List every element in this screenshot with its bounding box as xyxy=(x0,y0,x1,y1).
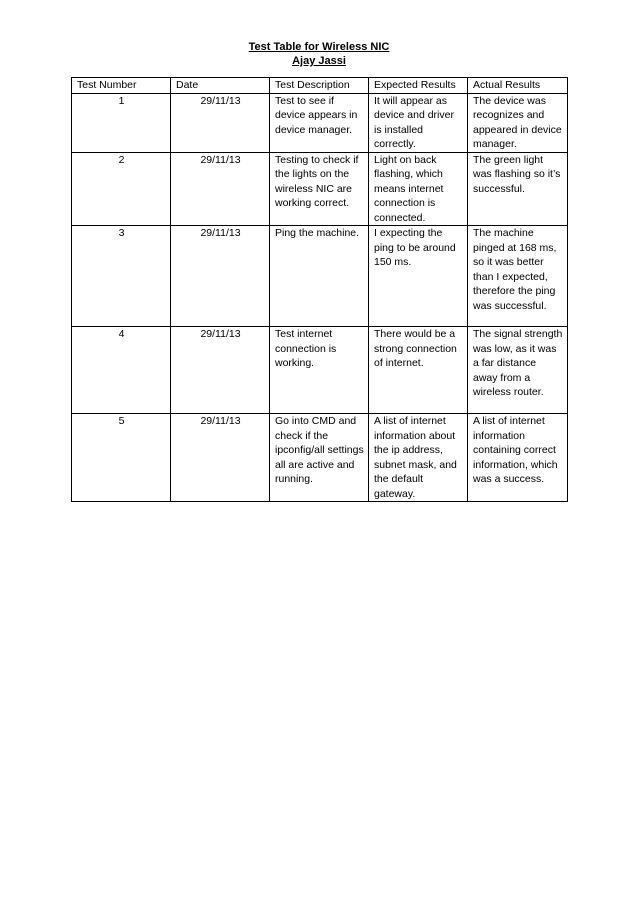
test-number-cell: 3 xyxy=(72,226,171,327)
date-cell: 29/11/13 xyxy=(171,93,270,152)
test-table xyxy=(71,77,568,502)
expected-cell: It will appear as device and driver is installed correctly. xyxy=(369,93,468,152)
expected-cell: Light on back flashing, which means internet connection is connected. xyxy=(369,152,468,226)
header-actual-results: Actual Results xyxy=(468,78,568,94)
table-row xyxy=(72,414,568,502)
actual-cell: The signal strength was low, as it was a far distance away from a wireless router. xyxy=(468,327,568,414)
description-cell: Test internet connection is working. xyxy=(270,327,369,414)
header-test-number: Test Number xyxy=(72,78,171,94)
header-test-description: Test Description xyxy=(270,78,369,94)
test-number-cell: 2 xyxy=(72,152,171,226)
date-cell: 29/11/13 xyxy=(171,152,270,226)
description-cell: Testing to check if the lights on the wireless NIC are working correct. xyxy=(270,152,369,226)
test-number-cell: 4 xyxy=(72,327,171,414)
header-expected-results: Expected Results xyxy=(369,78,468,94)
date-cell: 29/11/13 xyxy=(171,327,270,414)
table-row xyxy=(72,152,568,226)
expected-cell: A list of internet information about the ip address, subnet mask, and the default gateway. xyxy=(369,414,468,502)
expected-cell: There would be a strong connection of internet. xyxy=(369,327,468,414)
table-row xyxy=(72,226,568,327)
actual-cell: A list of internet information containing correct information, which was a success. xyxy=(468,414,568,502)
document-title: Test Table for Wireless NIC xyxy=(248,41,390,53)
date-cell: 29/11/13 xyxy=(171,226,270,327)
test-number-cell: 5 xyxy=(72,414,171,502)
actual-cell: The green light was flashing so it’s successful. xyxy=(468,152,568,226)
test-number-cell: 1 xyxy=(72,93,171,152)
description-cell: Go into CMD and check if the ipconfig/all settings all are active and running. xyxy=(270,414,369,502)
expected-cell: I expecting the ping to be around 150 ms. xyxy=(369,226,468,327)
table-row xyxy=(72,93,568,152)
actual-cell: The machine pinged at 168 ms, so it was better than I expected, therefore the ping was successful. xyxy=(468,226,568,327)
table-row xyxy=(72,327,568,414)
description-cell: Ping the machine. xyxy=(270,226,369,327)
header-date: Date xyxy=(171,78,270,94)
table-header-row xyxy=(72,78,568,94)
date-cell: 29/11/13 xyxy=(171,414,270,502)
actual-cell: The device was recognizes and appeared in device manager. xyxy=(468,93,568,152)
document-author: Ajay Jassi xyxy=(292,55,346,67)
description-cell: Test to see if device appears in device manager. xyxy=(270,93,369,152)
